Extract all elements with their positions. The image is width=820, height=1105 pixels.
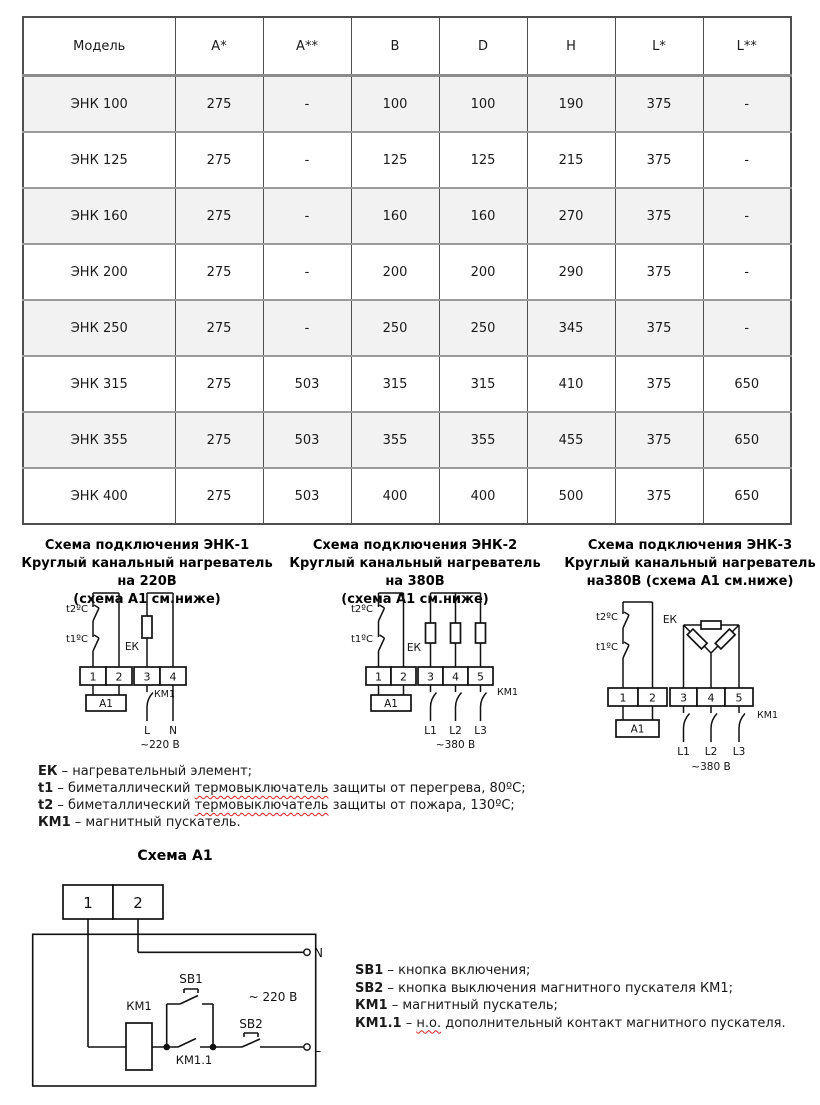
terminal-number: 3 — [143, 670, 151, 684]
wiring-diagram-enk3 — [563, 592, 817, 792]
label-voltage: ~220 В — [140, 739, 180, 751]
label-km1: КМ1 — [497, 687, 518, 698]
col-header-l2: L** — [703, 17, 791, 76]
heater-resistor — [715, 629, 735, 649]
value-cell: 290 — [527, 244, 615, 300]
title-line: Круглый канальный нагреватель — [564, 556, 816, 571]
value-cell: 410 — [527, 356, 615, 412]
title-line: Круглый канальный нагреватель на 220В — [21, 556, 273, 589]
wiring-diagram-enk2 — [288, 590, 542, 760]
legend-item: КМ1.1 – н.о. дополнительный контакт магнитного пускателя. — [355, 1015, 786, 1031]
value-cell: - — [263, 188, 351, 244]
terminal-number: 1 — [619, 691, 627, 705]
terminal-number: 3 — [680, 691, 687, 705]
value-cell: 100 — [351, 76, 439, 133]
wiring-diagram-enk1 — [20, 590, 274, 760]
title-line: Схема подключения ЭНК-2 — [312, 538, 518, 553]
diagram-title-enk3 — [563, 537, 817, 591]
table-row — [23, 132, 791, 188]
legend-item: КМ1 – магнитный пускатель; — [355, 998, 558, 1013]
heater-resistor — [476, 623, 486, 643]
heater-resistor — [426, 623, 436, 643]
label-voltage: ~ 220 В — [248, 990, 298, 1004]
terminal-number: 1 — [89, 670, 97, 684]
model-cell: ЭНК 315 — [23, 356, 175, 412]
value-cell: 215 — [527, 132, 615, 188]
label-ek: ЕК — [662, 614, 677, 626]
col-header-model: Модель — [23, 17, 175, 76]
value-cell: - — [263, 132, 351, 188]
value-cell: - — [703, 132, 791, 188]
value-cell: 355 — [439, 412, 527, 468]
dimensions-table — [22, 16, 792, 525]
value-cell: 650 — [703, 468, 791, 524]
value-cell: 275 — [175, 132, 263, 188]
value-cell: 355 — [351, 412, 439, 468]
value-cell: 500 — [527, 468, 615, 524]
label-a1: А1 — [99, 698, 113, 710]
label-ek: ЕК — [406, 642, 421, 654]
label-t2: t2ºC — [351, 604, 373, 615]
value-cell: 200 — [351, 244, 439, 300]
value-cell: 275 — [175, 468, 263, 524]
value-cell: 275 — [175, 244, 263, 300]
value-cell: 375 — [615, 188, 703, 244]
title-line: на380В (схема А1 см.ниже) — [586, 574, 794, 589]
value-cell: 275 — [175, 356, 263, 412]
table-row — [23, 76, 791, 133]
label-sb2: SB2 — [239, 1017, 263, 1031]
label-phase: L1 — [677, 746, 690, 758]
legend-item: SB1 – кнопка включения; — [355, 963, 531, 978]
value-cell: 375 — [615, 76, 703, 133]
heater-resistor — [451, 623, 461, 643]
value-cell: - — [703, 300, 791, 356]
terminal-number: 5 — [735, 691, 743, 705]
label-t2: t2ºC — [66, 604, 88, 615]
value-cell: 315 — [439, 356, 527, 412]
label-t1: t1ºC — [66, 634, 88, 645]
value-cell: 650 — [703, 412, 791, 468]
title-line: Схема подключения ЭНК-3 — [587, 538, 793, 553]
value-cell: 400 — [351, 468, 439, 524]
value-cell: 250 — [439, 300, 527, 356]
value-cell: 503 — [263, 412, 351, 468]
label-km11: КМ1.1 — [175, 1053, 213, 1067]
value-cell: 375 — [615, 412, 703, 468]
label-a1: А1 — [384, 698, 398, 710]
neutral-terminal — [304, 949, 310, 955]
model-cell: ЭНК 355 — [23, 412, 175, 468]
label-neutral: N — [314, 946, 323, 960]
value-cell: 100 — [439, 76, 527, 133]
contactor-coil — [126, 1023, 152, 1070]
legend-item: SB2 – кнопка выключения магнитного пускателя КМ1; — [355, 980, 734, 996]
terminal-number: 2 — [133, 894, 143, 912]
table-row — [23, 188, 791, 244]
label-km1: КМ1 — [126, 999, 152, 1013]
terminal-number: 4 — [169, 670, 177, 684]
model-cell: ЭНК 200 — [23, 244, 175, 300]
value-cell: - — [703, 188, 791, 244]
value-cell: 455 — [527, 412, 615, 468]
value-cell: 650 — [703, 356, 791, 412]
label-km1: КМ1 — [757, 710, 778, 721]
value-cell: 275 — [175, 76, 263, 133]
label-voltage: ~380 В — [691, 761, 731, 773]
col-header-a2: A** — [263, 17, 351, 76]
phase-terminal — [304, 1044, 310, 1050]
label-phase: L2 — [704, 746, 718, 758]
value-cell: - — [263, 76, 351, 133]
value-cell: 375 — [615, 356, 703, 412]
value-cell: - — [703, 76, 791, 133]
schema-a1-title: Схема А1 — [137, 848, 213, 864]
label-km1: КМ1 — [154, 689, 175, 700]
value-cell: 375 — [615, 244, 703, 300]
value-cell: 375 — [615, 300, 703, 356]
col-header-d: D — [439, 17, 527, 76]
model-cell: ЭНК 160 — [23, 188, 175, 244]
model-cell: ЭНК 125 — [23, 132, 175, 188]
label-phase: L3 — [732, 746, 746, 758]
title-line: (схема А1 см.ниже) — [341, 592, 489, 607]
label-sb1: SB1 — [179, 972, 203, 986]
label-phase: L2 — [449, 725, 462, 737]
value-cell: 375 — [615, 468, 703, 524]
terminal-number: 4 — [452, 670, 459, 684]
label-phase: L — [314, 1041, 321, 1055]
terminal-number: 2 — [649, 691, 656, 705]
value-cell: 125 — [439, 132, 527, 188]
terminal-number: 2 — [400, 670, 407, 684]
value-cell: - — [263, 300, 351, 356]
col-header-b: B — [351, 17, 439, 76]
label-phase: L3 — [474, 725, 487, 737]
value-cell: 270 — [527, 188, 615, 244]
legend-item: t1 – биметаллический термовыключатель защиты от перегрева, 80ºС; — [38, 781, 526, 796]
title-line: Схема подключения ЭНК-1 — [44, 538, 250, 553]
label-t1: t1ºC — [596, 642, 618, 653]
terminal-number: 1 — [375, 670, 382, 684]
terminal-number: 5 — [477, 670, 484, 684]
terminal-number: 1 — [83, 894, 93, 912]
label-neutral: N — [169, 725, 177, 737]
table-row — [23, 412, 791, 468]
value-cell: 345 — [527, 300, 615, 356]
value-cell: 160 — [351, 188, 439, 244]
table-row — [23, 300, 791, 356]
heater-resistor — [142, 616, 152, 638]
value-cell: 160 — [439, 188, 527, 244]
label-phase: L — [144, 725, 150, 737]
value-cell: 503 — [263, 468, 351, 524]
schema-a1-legend — [355, 962, 805, 1032]
table-row — [23, 244, 791, 300]
components-legend — [38, 763, 538, 831]
label-t2: t2ºC — [596, 612, 618, 623]
value-cell: 125 — [351, 132, 439, 188]
value-cell: 503 — [263, 356, 351, 412]
model-cell: ЭНК 100 — [23, 76, 175, 133]
terminal-number: 4 — [707, 691, 715, 705]
table-header-row — [23, 17, 791, 76]
value-cell: - — [263, 244, 351, 300]
heater-resistor — [687, 629, 707, 649]
value-cell: 250 — [351, 300, 439, 356]
col-header-a1: A* — [175, 17, 263, 76]
legend-item: t2 – биметаллический термовыключатель защиты от пожара, 130ºС; — [38, 798, 515, 813]
label-a1: А1 — [630, 723, 645, 736]
legend-item: ЕК – нагревательный элемент; — [38, 764, 253, 779]
value-cell: 275 — [175, 300, 263, 356]
label-voltage: ~380 В — [435, 739, 476, 751]
value-cell: 400 — [439, 468, 527, 524]
label-ek: ЕК — [124, 641, 139, 653]
col-header-h: H — [527, 17, 615, 76]
value-cell: 200 — [439, 244, 527, 300]
title-line: (схема А1 см.ниже) — [73, 592, 221, 607]
table-row — [23, 468, 791, 524]
model-cell: ЭНК 400 — [23, 468, 175, 524]
model-cell: ЭНК 250 — [23, 300, 175, 356]
heater-resistor — [701, 621, 721, 629]
title-line: Круглый канальный нагреватель на 380В — [289, 556, 541, 589]
value-cell: 275 — [175, 188, 263, 244]
terminal-number: 3 — [427, 670, 434, 684]
schema-a1-diagram — [20, 870, 350, 1100]
label-phase: L1 — [424, 725, 437, 737]
value-cell: 375 — [615, 132, 703, 188]
value-cell: - — [703, 244, 791, 300]
terminal-number: 2 — [115, 670, 123, 684]
col-header-l1: L* — [615, 17, 703, 76]
value-cell: 190 — [527, 76, 615, 133]
label-t1: t1ºC — [351, 634, 373, 645]
value-cell: 315 — [351, 356, 439, 412]
table-row — [23, 356, 791, 412]
legend-item: КМ1 – магнитный пускатель. — [38, 815, 241, 830]
value-cell: 275 — [175, 412, 263, 468]
